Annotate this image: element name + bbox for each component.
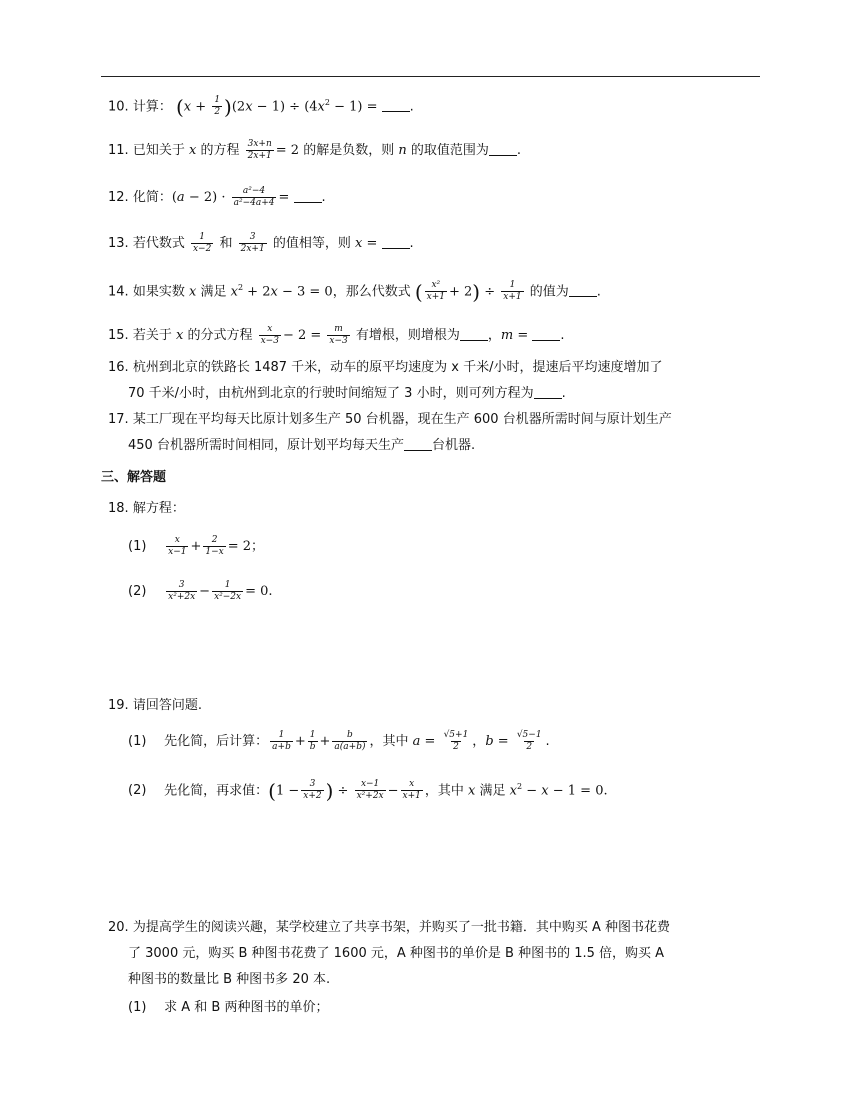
question-text: 的值相等，则 <box>272 236 351 251</box>
answer-blank[interactable] <box>489 141 517 156</box>
question-text: 和 <box>219 236 233 251</box>
question-20 <box>108 918 670 938</box>
question-number: 10. <box>108 99 129 115</box>
question-text: 请回答问题. <box>132 698 202 713</box>
question-text: 解方程： <box>132 501 185 516</box>
question-number: 20. <box>108 920 129 935</box>
question-19-part1: (1) 先化简，后计算： $\frac{1}{a+b}$ + $\frac{1}{b}$ + $\frac{b}{a(a+b)}$ ，其中 a = $\frac{√5+1}{2}$ ，b = $\frac{√5-1}{2}$ . <box>128 730 550 752</box>
question-number: 17. <box>108 412 129 427</box>
question-16 <box>108 358 663 378</box>
part-label: (2) <box>128 584 147 599</box>
question-20-line2 <box>128 944 664 964</box>
question-text: 若关于 <box>132 328 172 343</box>
question-text: 求 A 和 B 两种图书的单价； <box>164 1000 329 1015</box>
question-text: 为提高学生的阅读兴趣，某学校建立了共享书架，并购买了一批书籍．其中购买 A 种图书花费 <box>132 920 670 935</box>
answer-blank[interactable] <box>382 97 410 112</box>
section-heading: 三、解答题 <box>101 470 167 485</box>
part-label: (2) <box>128 783 147 799</box>
answer-blank[interactable] <box>404 436 432 451</box>
question-number: 13. <box>108 236 129 251</box>
question-text: 满足 <box>479 783 506 799</box>
question-19 <box>108 696 202 716</box>
question-20-line3 <box>128 970 330 990</box>
answer-blank[interactable] <box>532 326 560 341</box>
answer-blank[interactable] <box>569 282 597 297</box>
question-text: 的分式方程 <box>187 328 253 343</box>
question-text: 若代数式 <box>132 236 185 251</box>
question-20-part1 <box>128 998 328 1018</box>
question-text: 450 台机器所需时间相同，原计划平均每天生产 <box>128 438 404 453</box>
punct: ， <box>487 328 501 343</box>
question-18 <box>108 499 185 519</box>
question-11: 11. 已知关于 x 的方程 $\frac{3x+n}{2x+1}$ = 2 的解是负数，则 n 的取值范围为 . <box>108 139 522 161</box>
answer-blank[interactable] <box>382 234 410 249</box>
question-16-line2: 70 千米/小时，由杭州到北京的行驶时间缩短了 3 小时，则可列方程为 . <box>128 386 566 401</box>
question-text: 了 3000 元，购买 B 种图书花费了 1600 元，A 种图书的单价是 B 种图书的 1.5 倍，购买 A <box>128 946 665 961</box>
question-text: 种图书的数量比 B 种图书多 20 本. <box>128 972 331 987</box>
question-text: 的值为 <box>529 284 569 300</box>
question-number: 12. <box>108 190 129 205</box>
answer-blank[interactable] <box>460 326 488 341</box>
question-19-part2: (2) 先化简，再求值：(1 − $\frac{3}{x+2}$ ) ÷ $\frac{x-1}{\text{x²+2x}}$ − $\frac{x}{x+1}$ ，其中 x 满足 $x^2 - x - 1 = 0$. <box>128 778 608 803</box>
question-text: 的解是负数，则 <box>303 143 395 158</box>
question-17-line2 <box>128 436 475 456</box>
question-text: 的取值范围为 <box>410 143 489 158</box>
question-text: 先化简，后计算： <box>164 734 269 749</box>
question-13: 13. 若代数式 $\frac{1}{x-2}$ 和 $\frac{3}{2x+1}$ 的值相等，则 x = . <box>108 232 414 254</box>
part-label: (1) <box>128 734 147 749</box>
question-18-part1: (1) $\frac{x}{x-1}$ + $\frac{2}{1-x}$ = 2； <box>128 535 265 557</box>
question-18-part2: (2) $\frac{3}{\text{x²+2x}}$ − $\frac{1}{\text{x²−2x}}$ = 0. <box>128 580 273 602</box>
question-text: 如果实数 <box>132 284 185 300</box>
question-10: 10. 计算： (x + $\frac{1}{2}$ )$(2x - 1) \div (4x^2 - 1)$ = . <box>108 94 414 119</box>
question-text: ，其中 <box>369 734 409 749</box>
question-number: 11. <box>108 143 129 158</box>
question-text: 台机器. <box>431 438 476 453</box>
question-number: 15. <box>108 328 129 343</box>
answer-blank[interactable] <box>294 188 322 203</box>
part-label: (1) <box>128 539 147 554</box>
question-text: 某工厂现在平均每天比原计划多生产 50 台机器，现在生产 600 台机器所需时间与原计划生产 <box>132 412 672 427</box>
question-14: 14. 如果实数 x 满足 $x^2 + 2x - 3 = 0$，那么代数式 ( $\frac{\text{x²}}{x+1}$ + 2) ÷ $\frac{1}{x+1}$ 的值为 . <box>108 279 601 304</box>
question-text: 计算： <box>132 99 172 115</box>
question-17 <box>108 410 672 430</box>
header-rule <box>101 76 760 77</box>
question-number: 19. <box>108 698 129 713</box>
question-number: 16. <box>108 360 129 375</box>
question-text: 70 千米/小时，由杭州到北京的行驶时间缩短了 3 小时，则可列方程为 <box>128 386 534 401</box>
question-text: 已知关于 <box>132 143 185 158</box>
question-text: 杭州到北京的铁路长 1487 千米，动车的原平均速度为 x 千米/小时，提速后平均速度增加了 <box>132 360 663 375</box>
question-number: 14. <box>108 284 129 300</box>
question-text: ，那么代数式 <box>332 284 411 300</box>
question-text: 的方程 <box>200 143 240 158</box>
part-label: (1) <box>128 1000 147 1015</box>
answer-blank[interactable] <box>534 384 562 399</box>
punct: . <box>516 143 522 158</box>
question-text: ，其中 <box>424 783 464 799</box>
question-number: 18. <box>108 501 129 516</box>
question-15: 15. 若关于 x 的分式方程 $\frac{x}{x-3}$ − 2 = $\frac{m}{x-3}$ 有增根，则增根为 ，m = . <box>108 324 565 346</box>
question-12: 12. 化简：(a − 2) · $\frac{\text{a²−4}}{\text{a²−4a+4}}$ = . <box>108 186 326 208</box>
question-text: 先化简，再求值： <box>164 783 269 799</box>
question-text: 满足 <box>200 284 227 300</box>
question-text: 有增根，则增根为 <box>355 328 460 343</box>
question-text: 化简： <box>132 190 172 205</box>
